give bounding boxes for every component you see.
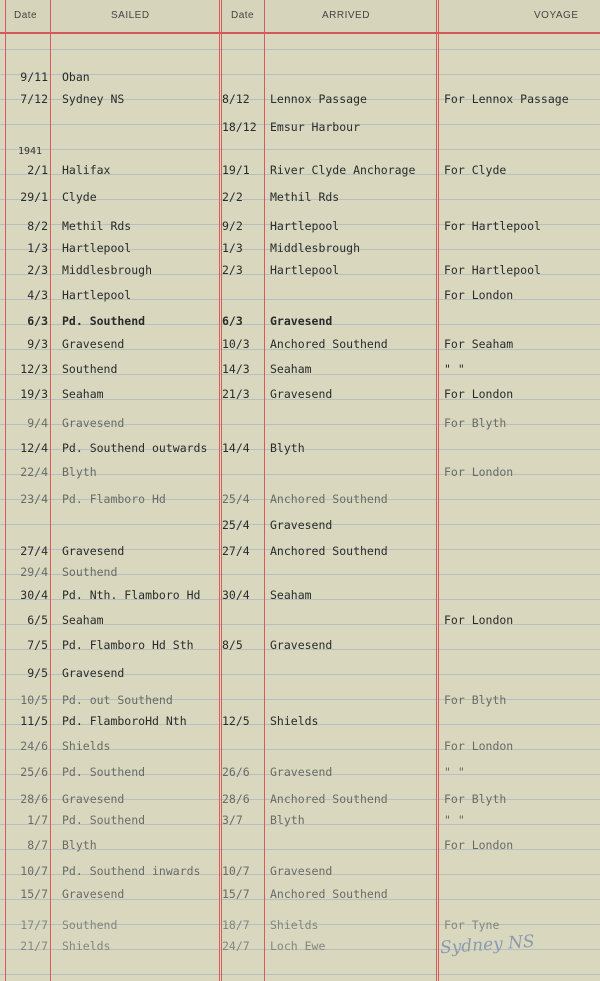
sailed-date: 6/3 xyxy=(27,314,48,328)
sailed-date: 1/3 xyxy=(27,241,48,255)
sailed-date: 2/3 xyxy=(27,263,48,277)
sailed-date: 7/12 xyxy=(20,92,48,106)
arrived-date: 9/2 xyxy=(222,219,243,233)
voyage-note: For Blyth xyxy=(444,792,507,806)
arrived-at: Methil Rds xyxy=(270,190,340,204)
sailed-date: 30/4 xyxy=(20,588,48,602)
ledger-row xyxy=(0,693,600,713)
sailed-header: SAILED xyxy=(111,10,150,21)
column-rule xyxy=(438,0,439,981)
arrived-at: Anchored Southend xyxy=(270,492,388,506)
voyage-note: For Blyth xyxy=(444,693,507,707)
voyage-note: For London xyxy=(444,387,514,401)
ledger-row xyxy=(0,120,600,140)
arrived-date: 25/4 xyxy=(222,518,250,532)
voyage-note: For Lennox Passage xyxy=(444,92,569,106)
arrived-at: Loch Ewe xyxy=(270,939,326,953)
sailed-from: Halifax xyxy=(62,163,111,177)
ledger-row xyxy=(0,263,600,283)
sailed-from: Pd. Southend outwards xyxy=(62,441,208,455)
date-arrived-header: Date xyxy=(231,10,255,21)
ledger-row xyxy=(0,219,600,239)
sailed-from: Blyth xyxy=(62,838,97,852)
sailed-from: Pd. Southend xyxy=(62,765,146,779)
sailed-date: 24/6 xyxy=(20,739,48,753)
sailed-date: 9/11 xyxy=(20,70,48,84)
sailed-from: Shields xyxy=(62,739,111,753)
sailed-date: 10/5 xyxy=(20,693,48,707)
sailed-from: Gravesend xyxy=(62,792,125,806)
arrived-date: 24/7 xyxy=(222,939,250,953)
arrived-date: 10/7 xyxy=(222,864,250,878)
sailed-date: 21/7 xyxy=(20,939,48,953)
sailed-from: Blyth xyxy=(62,465,97,479)
ledger-row xyxy=(0,887,600,907)
sailed-date: 9/5 xyxy=(27,666,48,680)
margin-rule xyxy=(5,0,6,981)
sailed-date: 27/4 xyxy=(20,544,48,558)
column-rule xyxy=(219,0,220,981)
ledger-row xyxy=(0,441,600,461)
sailed-from: Hartlepool xyxy=(62,241,132,255)
sailed-from: Pd. Flamboro Hd Sth xyxy=(62,638,194,652)
column-rule xyxy=(264,0,265,981)
handwritten-signature: Sydney NS xyxy=(439,931,536,959)
arrived-date: 3/7 xyxy=(222,813,243,827)
sailed-date: 4/3 xyxy=(27,288,48,302)
sailed-date: 8/7 xyxy=(27,838,48,852)
ledger-row xyxy=(0,314,600,334)
arrived-at: Gravesend xyxy=(270,518,333,532)
sailed-from: Gravesend xyxy=(62,416,125,430)
arrived-at: Blyth xyxy=(270,441,305,455)
sailed-date: 23/4 xyxy=(20,492,48,506)
arrived-date: 21/3 xyxy=(222,387,250,401)
sailed-from: Seaham xyxy=(62,387,104,401)
voyage-note: For Clyde xyxy=(444,163,507,177)
sailed-from: Hartlepool xyxy=(62,288,132,302)
sailed-date: 2/1 xyxy=(27,163,48,177)
arrived-date: 18/7 xyxy=(222,918,250,932)
ledger-row xyxy=(0,492,600,512)
sailed-from: Pd. Flamboro Hd xyxy=(62,492,166,506)
ledger-row xyxy=(0,613,600,633)
sailed-from: Pd. out Southend xyxy=(62,693,173,707)
sailed-from: Southend xyxy=(62,362,118,376)
voyage-note: For Hartlepool xyxy=(444,263,541,277)
sailed-date: 1/7 xyxy=(27,813,48,827)
sailed-from: Southend xyxy=(62,565,118,579)
date-sailed-header: Date xyxy=(14,10,38,21)
arrived-date: 19/1 xyxy=(222,163,250,177)
sailed-date: 10/7 xyxy=(20,864,48,878)
arrived-at: Gravesend xyxy=(270,864,333,878)
arrived-date: 18/12 xyxy=(222,120,257,134)
ledger-row xyxy=(0,838,600,858)
voyage-note: For Blyth xyxy=(444,416,507,430)
arrived-date: 10/3 xyxy=(222,337,250,351)
sailed-from: Clyde xyxy=(62,190,97,204)
sailed-from: Gravesend xyxy=(62,887,125,901)
arrived-date: 14/4 xyxy=(222,441,250,455)
ledger-row xyxy=(0,241,600,261)
arrived-at: Shields xyxy=(270,714,319,728)
ledger-row xyxy=(0,163,600,183)
ledger-row xyxy=(0,362,600,382)
arrived-date: 1/3 xyxy=(222,241,243,255)
sailed-from: Middlesbrough xyxy=(62,263,153,277)
voyage-note: " " xyxy=(444,362,465,376)
voyage-note: For London xyxy=(444,739,514,753)
arrived-date: 25/4 xyxy=(222,492,250,506)
column-rule xyxy=(436,0,437,981)
arrived-at: Middlesbrough xyxy=(270,241,361,255)
voyage-note: For Seaham xyxy=(444,337,514,351)
arrived-at: Anchored Southend xyxy=(270,544,388,558)
sailed-date: 29/1 xyxy=(20,190,48,204)
voyage-note: " " xyxy=(444,765,465,779)
arrived-date: 14/3 xyxy=(222,362,250,376)
sailed-from: Pd. Nth. Flamboro Hd xyxy=(62,588,201,602)
arrived-at: Hartlepool xyxy=(270,263,340,277)
arrived-at: Anchored Southend xyxy=(270,887,388,901)
sailed-from: Gravesend xyxy=(62,666,125,680)
sailed-from: Gravesend xyxy=(62,544,125,558)
sailed-date: 28/6 xyxy=(20,792,48,806)
ledger-row xyxy=(0,792,600,812)
sailed-from: Pd. FlamboroHd Nth xyxy=(62,714,187,728)
arrived-header: ARRIVED xyxy=(322,10,370,21)
sailed-date: 19/3 xyxy=(20,387,48,401)
arrived-at: Seaham xyxy=(270,588,312,602)
arrived-date: 27/4 xyxy=(222,544,250,558)
sailed-from: Gravesend xyxy=(62,337,125,351)
ledger-row xyxy=(0,765,600,785)
arrived-date: 12/5 xyxy=(222,714,250,728)
arrived-date: 2/2 xyxy=(222,190,243,204)
ledger-row xyxy=(0,565,600,585)
voyage-note: For Tyne xyxy=(444,918,500,932)
column-rule xyxy=(221,0,222,981)
arrived-at: Gravesend xyxy=(270,638,333,652)
ledger-row xyxy=(0,70,600,90)
ledger-row xyxy=(0,518,600,538)
sailed-from: Pd. Southend xyxy=(62,314,146,328)
voyage-note: For London xyxy=(444,465,514,479)
sailed-from: Shields xyxy=(62,939,111,953)
arrived-at: River Clyde Anchorage xyxy=(270,163,416,177)
sailed-from: Pd. Southend xyxy=(62,813,146,827)
arrived-at: Emsur Harbour xyxy=(270,120,361,134)
sailed-from: Methil Rds xyxy=(62,219,132,233)
sailed-date: 11/5 xyxy=(20,714,48,728)
ledger-row xyxy=(0,190,600,210)
sailed-date: 9/4 xyxy=(27,416,48,430)
ledger-row xyxy=(0,465,600,485)
column-header-row xyxy=(0,0,600,34)
sailed-from: Oban xyxy=(62,70,90,84)
ledger-row xyxy=(0,588,600,608)
sailed-from: Seaham xyxy=(62,613,104,627)
arrived-date: 8/5 xyxy=(222,638,243,652)
ledger-row xyxy=(0,739,600,759)
sailed-date: 7/5 xyxy=(27,638,48,652)
sailed-from: Sydney NS xyxy=(62,92,125,106)
sailed-date: 22/4 xyxy=(20,465,48,479)
voyage-note: For London xyxy=(444,838,514,852)
sailed-date: 6/5 xyxy=(27,613,48,627)
ledger-row xyxy=(0,92,600,112)
arrived-at: Lennox Passage xyxy=(270,92,367,106)
arrived-date: 26/6 xyxy=(222,765,250,779)
ledger-row xyxy=(0,714,600,734)
voyage-note: For London xyxy=(444,288,514,302)
ledger-row xyxy=(0,666,600,686)
sailed-date: 17/7 xyxy=(20,918,48,932)
arrived-date: 15/7 xyxy=(222,887,250,901)
arrived-at: Anchored Southend xyxy=(270,792,388,806)
sailed-date: 12/4 xyxy=(20,441,48,455)
sailed-from: Pd. Southend inwards xyxy=(62,864,201,878)
arrived-at: Shields xyxy=(270,918,319,932)
year-note: 1941 xyxy=(18,146,43,157)
sailed-date: 29/4 xyxy=(20,565,48,579)
sailed-date: 12/3 xyxy=(20,362,48,376)
ledger-row xyxy=(0,813,600,833)
ledger-row xyxy=(0,288,600,308)
sailed-from: Southend xyxy=(62,918,118,932)
voyage-note: For London xyxy=(444,613,514,627)
ledger-row xyxy=(0,544,600,564)
ledger-row xyxy=(0,864,600,884)
arrived-at: Gravesend xyxy=(270,314,333,328)
sailed-date: 25/6 xyxy=(20,765,48,779)
arrived-date: 28/6 xyxy=(222,792,250,806)
arrived-date: 2/3 xyxy=(222,263,243,277)
ledger-row xyxy=(0,387,600,407)
sailed-date: 9/3 xyxy=(27,337,48,351)
column-rule xyxy=(50,0,51,981)
sailed-date: 8/2 xyxy=(27,219,48,233)
arrived-date: 30/4 xyxy=(222,588,250,602)
voyage-note: " " xyxy=(444,813,465,827)
arrived-at: Seaham xyxy=(270,362,312,376)
voyage-note: For Hartlepool xyxy=(444,219,541,233)
arrived-at: Hartlepool xyxy=(270,219,340,233)
sailed-date: 15/7 xyxy=(20,887,48,901)
arrived-at: Gravesend xyxy=(270,387,333,401)
ledger-row xyxy=(0,638,600,658)
arrived-date: 6/3 xyxy=(222,314,243,328)
arrived-date: 8/12 xyxy=(222,92,250,106)
ledger-row xyxy=(0,416,600,436)
ledger-row xyxy=(0,337,600,357)
arrived-at: Blyth xyxy=(270,813,305,827)
voyage-header: VOYAGE xyxy=(534,10,579,21)
arrived-at: Anchored Southend xyxy=(270,337,388,351)
arrived-at: Gravesend xyxy=(270,765,333,779)
